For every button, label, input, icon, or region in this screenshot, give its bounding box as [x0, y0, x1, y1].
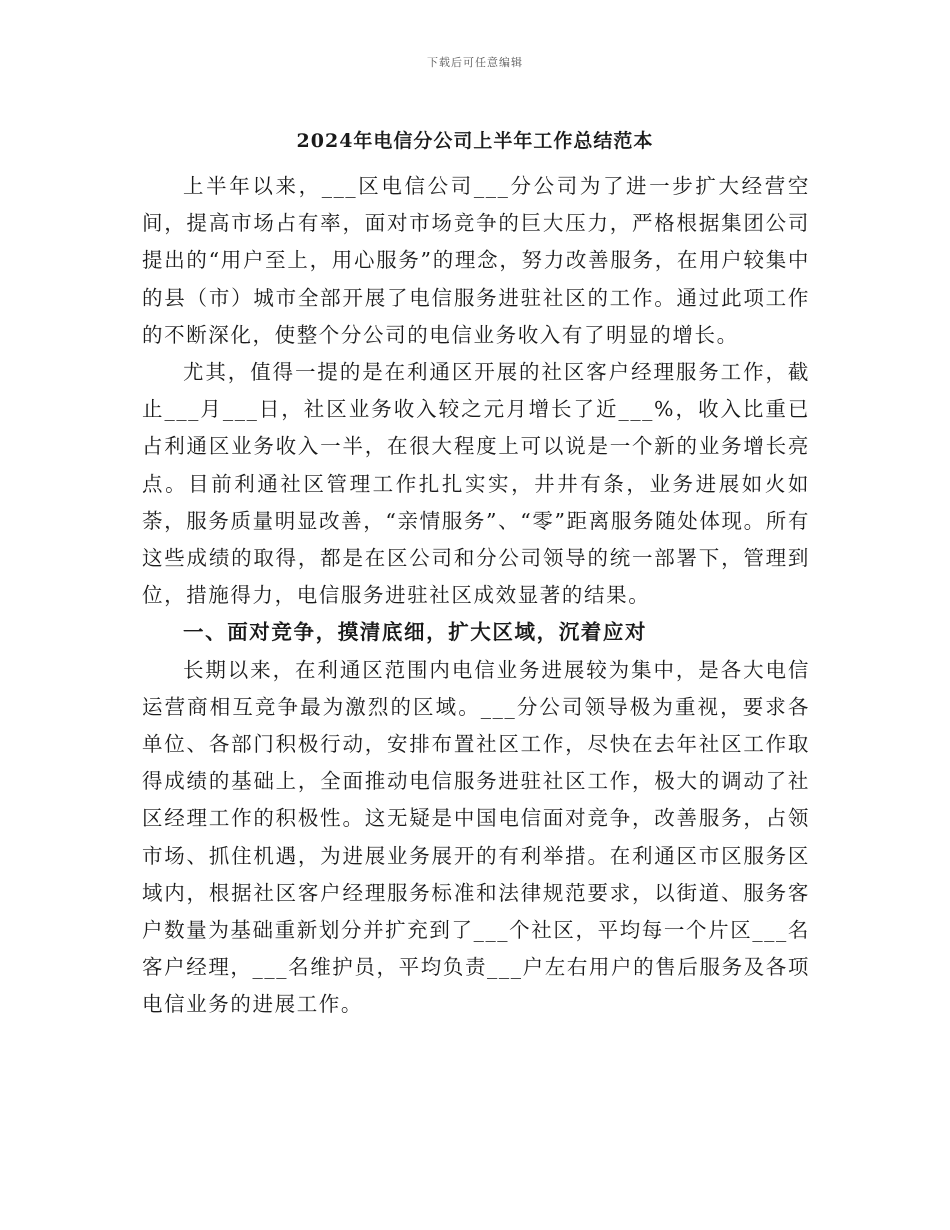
page-header-note: 下载后可任意编辑	[427, 56, 523, 69]
paragraph-intro: 上半年以来，___区电信公司___分公司为了进一步扩大经营空间，提高市场占有率，面对市场竞争的巨大压力，严格根据集团公司提出的“用户至上，用心服务”的理念，努力改善服务，在用户较集中的县（市）城市全部开展了电信服务进驻社区的工作。通过此项工作的不断深化，使整个分公司的电信业务收入有了明显的增长。	[142, 174, 810, 347]
paragraph-highlight: 尤其，值得一提的是在利通区开展的社区客户经理服务工作，截止___月___日，社区业务收入较之元月增长了近___%，收入比重已占利通区业务收入一半，在很大程度上可以说是一个新的业务增长亮点。目前利通社区管理工作扎扎实实，井井有条，业务进展如火如荼，服务质量明显改善，“亲情服务”、“零”距离服务随处体现。所有这些成绩的取得，都是在区公司和分公司领导的统一部署下，管理到位，措施得力，电信服务进驻社区成效显著的结果。	[142, 360, 810, 608]
section-heading-1: 一、面对竞争，摸清底细，扩大区域，沉着应对	[183, 620, 648, 645]
paragraph-section-1: 长期以来，在利通区范围内电信业务进展较为集中，是各大电信运营商相互竞争最为激烈的区域。___分公司领导极为重视，要求各单位、各部门积极行动，安排布置社区工作，尽快在去年社区工作取得成绩的基础上，全面推动电信服务进驻社区工作，极大的调动了社区经理工作的积极性。这无疑是中国电信面对竞争，改善服务，占领市场、抓住机遇，为进展业务展开的有利举措。在利通区市区服务区域内，根据社区客户经理服务标准和法律规范要求，以街道、服务客户数量为基础重新划分并扩充到了___个社区，平均每一个片区___名客户经理，___名维护员，平均负责___户左右用户的售后服务及各项电信业务的进展工作。	[142, 657, 810, 1017]
document-title: 2024年电信分公司上半年工作总结范本	[296, 130, 654, 152]
document-body	[142, 168, 810, 1024]
